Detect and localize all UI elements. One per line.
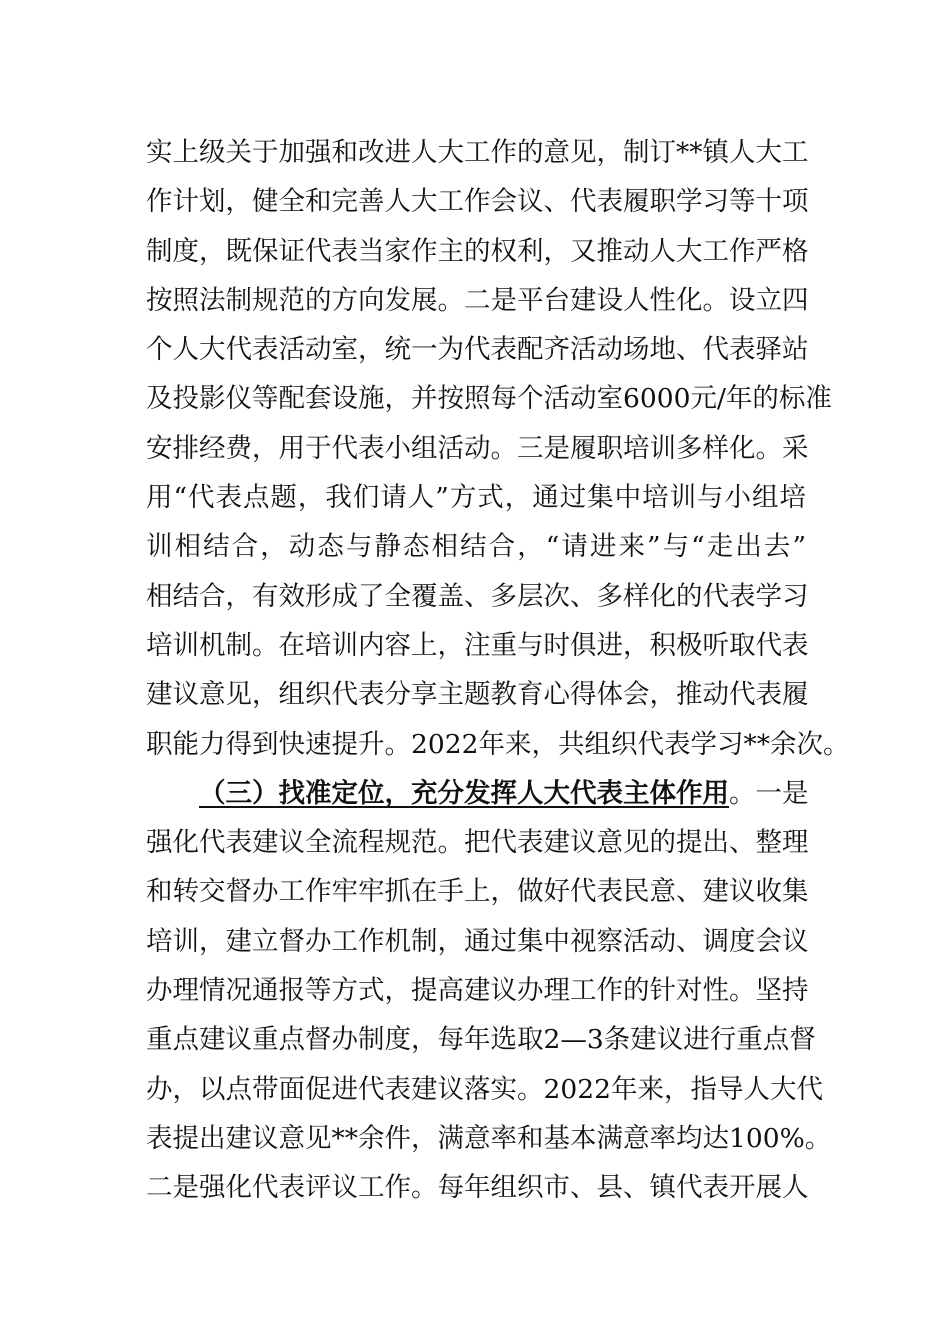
text-line: 建议意见，组织代表分享主题教育心得体会，推动代表履 [146,679,809,711]
section-heading: （三）找准定位，充分发挥人大代表主体作用 [199,777,729,809]
section-heading-line [146,769,809,818]
text-line: 及投影仪等配套设施，并按照每个活动室6000元/年的标准 [146,383,832,415]
text-line: 制度，既保证代表当家作主的权利，又推动人大工作严格 [146,235,809,267]
text-line: 按照法制规范的方向发展。二是平台建设人性化。设立四 [146,284,809,316]
text-line: 表提出建议意见**余件，满意率和基本满意率均达100%。 [146,1122,832,1154]
text-line: 强化代表建议全流程规范。把代表建议意见的提出、整理 [146,827,809,859]
text-line: 相结合，有效形成了全覆盖、多层次、多样化的代表学习 [146,580,809,612]
text-line: 办理情况通报等方式，提高建议办理工作的针对性。坚持 [146,975,809,1007]
text-line: 办，以点带面促进代表建议落实。2022年来，指导人大代 [146,1073,823,1105]
text-line: 职能力得到快速提升。2022年来，共组织代表学习**余次。 [146,728,850,760]
text-line: 培训，建立督办工作机制，通过集中视察活动、调度会议 [146,925,809,957]
text-line: 用“代表点题，我们请人”方式，通过集中培训与小组培 [146,482,806,514]
text-line: 和转交督办工作牢牢抓在手上，做好代表民意、建议收集 [146,876,809,908]
section-heading-rest: 。一是 [729,777,809,809]
text-line: 实上级关于加强和改进人大工作的意见，制订**镇人大工 [146,137,809,168]
text-line: 作计划，健全和完善人大工作会议、代表履职学习等十项 [146,186,809,218]
text-line: 训相结合，动态与静态相结合，“请进来”与“走出去” [146,531,806,563]
body-text [146,128,850,1213]
text-line: 培训机制。在培训内容上，注重与时俱进，积极听取代表 [146,629,809,661]
text-line: 二是强化代表评议工作。每年组织市、县、镇代表开展人 [146,1172,809,1204]
text-line: 个人大代表活动室，统一为代表配齐活动场地、代表驿站 [146,334,809,366]
text-line: 安排经费，用于代表小组活动。三是履职培训多样化。采 [146,432,809,464]
text-line: 重点建议重点督办制度，每年选取2—3条建议进行重点督 [146,1024,816,1056]
